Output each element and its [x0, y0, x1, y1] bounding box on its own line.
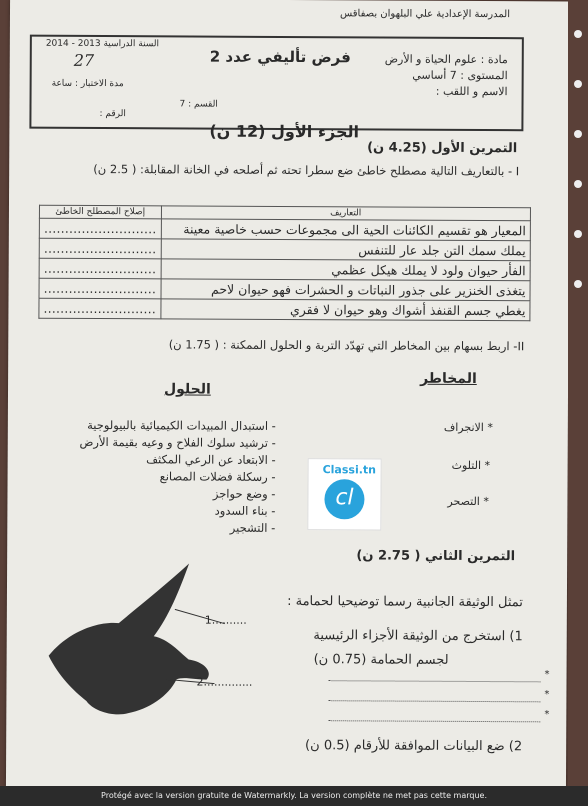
- ex2-q1a: 1) استخرج من الوثيقة الأجزاء الرئيسية: [313, 628, 523, 645]
- risks-title: المخاطر: [420, 370, 477, 387]
- solutions-list: [79, 417, 276, 537]
- subject: مادة : علوم الحياة و الأرض: [384, 52, 508, 67]
- solution-item: - بناء السدود: [214, 503, 276, 518]
- duration: مدة الاختبار : ساعة: [51, 78, 124, 90]
- answer-cell[interactable]: ………………………: [39, 278, 161, 299]
- pigeon-illustration: [28, 561, 289, 722]
- watermark-footer: Protégé avec la version gratuite de Watermarkly. La version complète ne met pas cette marque.: [0, 786, 588, 806]
- answer-line[interactable]: [328, 700, 540, 702]
- ex1-title: التمرين الأول (4.25 ن): [367, 140, 518, 157]
- school-year: السنة الدراسية 2013 - 2014: [45, 38, 160, 50]
- solution-item: - استبدال المبيدات الكيميائية بالبيولوجية: [87, 417, 276, 433]
- answer-cell[interactable]: ………………………: [39, 218, 161, 239]
- number-label: الرقم :: [99, 109, 126, 120]
- level: المستوى : 7 أساسي: [412, 68, 508, 83]
- table-row: الفأر حيوان ولود لا يملك هيكل عظمي ………………………: [39, 258, 530, 281]
- risk-item: * الانجراف: [443, 420, 493, 435]
- risk-item: * التلوث: [451, 458, 491, 473]
- table-row: يغطي جسم القنفذ أشواك وهو حيوان لا فقري ………………………: [39, 298, 530, 321]
- exam-title: فرض تأليفي عدد 2: [209, 47, 351, 67]
- solution-item: - رسكلة فضلات المصانع: [159, 469, 276, 484]
- table-row: يتغذى الخنزير على جذور النباتات و الحشرات فهو حيوان لاحم ………………………: [39, 278, 530, 301]
- answer-cell[interactable]: ………………………: [39, 258, 161, 279]
- table-row: المعيار هو تقسيم الكائنات الحية الى مجموعات حسب خاصية معينة ………………………: [39, 218, 530, 241]
- ex2-title: التمرين الثاني ( 2.75 ن): [356, 548, 516, 565]
- solution-item: - وضع حواجز: [212, 486, 276, 501]
- class-label: القسم : 7: [179, 99, 218, 110]
- name-label: الاسم و اللقب :: [435, 84, 508, 99]
- definitions-table: [38, 205, 531, 322]
- classi-logo: [307, 458, 381, 530]
- th-correction: إصلاح المصطلح الخاطئ: [39, 205, 161, 219]
- table-row: يملك سمك التن جلد عار للتنفس ………………………: [39, 238, 530, 261]
- school-name: المدرسة الإعدادية علي البلهوان بصفاقس: [339, 8, 511, 21]
- logo-mark: cl: [324, 479, 364, 519]
- answer-cell[interactable]: ………………………: [39, 298, 161, 319]
- logo-text: Classi.tn: [322, 463, 377, 477]
- solutions-title: الحلول: [163, 381, 211, 398]
- solution-item: - التشجير: [229, 520, 276, 535]
- ex2-intro: تمثل الوثيقة الجانبية رسما توضيحيا لحمامة :: [287, 593, 523, 611]
- answer-line[interactable]: [328, 720, 540, 722]
- q1-instructions: I - بالتعاريف التالية مصطلح خاطئ ضع سطرا تحته ثم أصلحه في الخانة المقابلة: ( 2.5 ن): [93, 161, 520, 179]
- th-definitions: التعاريف: [161, 206, 531, 221]
- ex2-q2: 2) ضع البيانات الموافقة للأرقام (0.5 ن): [305, 738, 523, 755]
- solution-item: - ترشيد سلوك الفلاح و وعيه بقيمة الأرض: [79, 434, 276, 450]
- part1-title: الجزء الأول (12 ن): [209, 121, 360, 142]
- exam-paper: المدرسة الإعدادية علي البلهوان بصفاقس مادة : علوم الحياة و الأرض المستوى : 7 أساسي الاسم و اللقب : السنة الدراسية 2013 - 2014 27 فرض تأليفي عدد 2 مدة الاختبار : ساعة القسم : 7 الرقم : الجزء الأول (12 ن) التمرين الأول (4.25 ن) I - بالتعاريف التالية مصطلح خاطئ ضع سطرا تحته ثم أصلحه في الخانة المقابلة: ( 2.5 ن) التعاريف إصلاح المصطلح الخاطئ المعيار هو تقسيم الكائنات الحية الى مجموعات حسب خاصية معينة ……………………… يملك سمك التن جلد عار للتنفس ……………………… الفأر حيوان ولود لا يملك هيكل عظمي ……………………… يتغذى الخنزير على جذور النباتات و الحشرات فهو حيوان لاحم ……………………… يغطي جسم القنفذ أشواك وهو حيوان لا فقري ……………………… II- اربط بسهام بين المخاطر التي تهدّد التربة و الحلول الممكنة : ( 1.75 ن) المخاطر الحلول * الانجراف * التلوث * التصحر - استبدال المبيدات الكيميائية بالبيولوجية - ترشيد سلوك الفلاح و وعيه بقيمة الأرض - الابتعاد عن الرعي المكثف - رسكلة فضلات المصانع - وضع حواجز - بناء السدود - التشجير Classi.tn cl التمرين الثاني ( 2.75 ن) تمثل الوثيقة الجانبية رسما توضيحيا لحمامة : 1) استخرج من الوثيقة الأجزاء الرئيسية لجسم الحمامة (0.75 ن) * * * 2) ضع البيانات الموافقة للأرقام (0.5 ن) 1.......... 2..............: [6, 0, 570, 791]
- q2-instructions: II- اربط بسهام بين المخاطر التي تهدّد التربة و الحلول الممكنة : ( 1.75 ن): [168, 337, 525, 354]
- answer-cell[interactable]: ………………………: [39, 238, 161, 259]
- risk-item: * التصحر: [447, 494, 489, 509]
- answer-line[interactable]: [329, 680, 541, 682]
- notebook-spiral: [568, 0, 588, 806]
- ex2-q1b: لجسم الحمامة (0.75 ن): [313, 652, 449, 668]
- score: 27: [73, 50, 95, 70]
- label-1: 1..........: [204, 613, 247, 627]
- label-2: 2..............: [196, 675, 253, 689]
- solution-item: - الابتعاد عن الرعي المكثف: [146, 452, 276, 467]
